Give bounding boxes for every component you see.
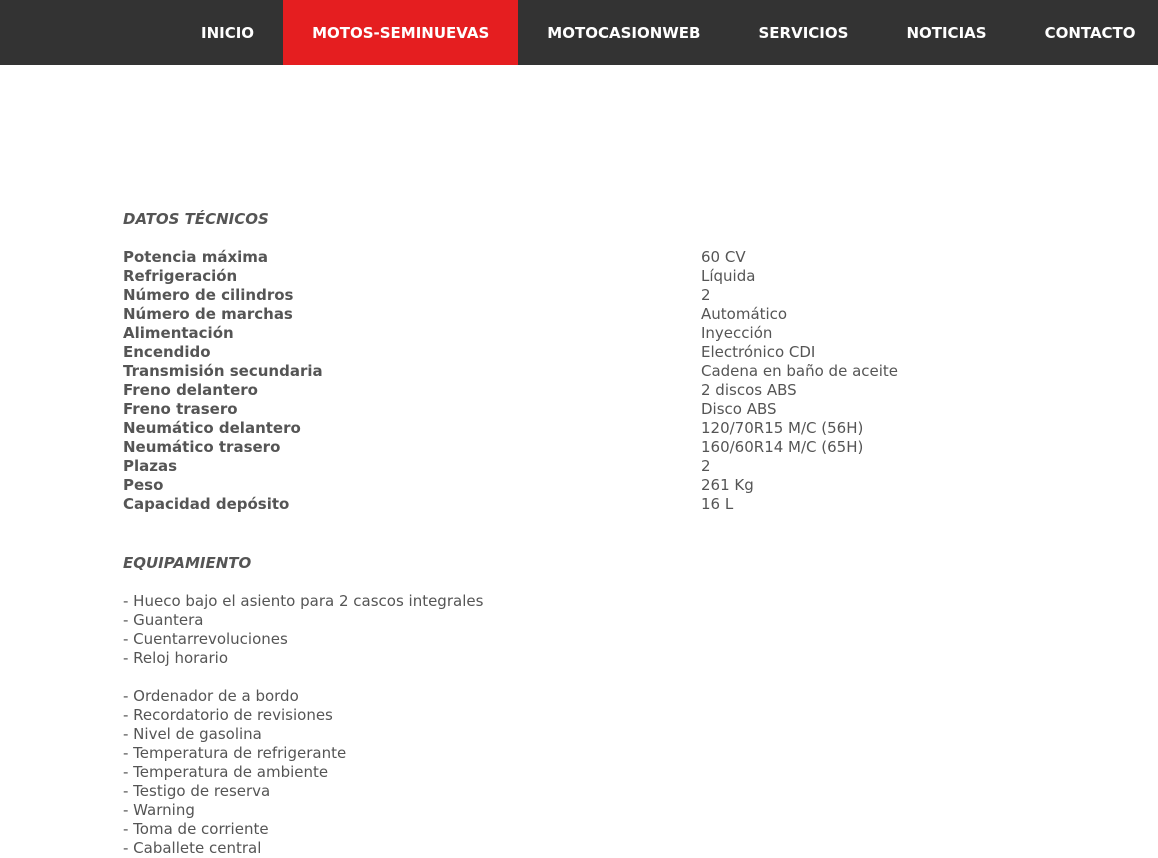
spec-value: 120/70R15 M/C (56H): [701, 419, 864, 437]
equipment-list: [123, 592, 1083, 858]
spec-value: Automático: [701, 305, 788, 323]
spec-value: Líquida: [701, 267, 756, 285]
spec-value: 2: [701, 457, 711, 475]
spec-row: [123, 248, 1083, 267]
spec-row: [123, 362, 1083, 381]
nav-item-motocasionweb[interactable]: MOTOCASIONWEB: [547, 23, 701, 42]
spec-row: [123, 381, 1083, 400]
spec-label: Refrigeración: [123, 267, 238, 285]
spec-label: Número de cilindros: [123, 286, 294, 304]
spec-value: 2 discos ABS: [701, 381, 797, 399]
list-item: - Warning: [123, 801, 195, 819]
spec-value: 160/60R14 M/C (65H): [701, 438, 864, 456]
list-item: - Recordatorio de revisiones: [123, 706, 333, 724]
spec-label: Capacidad depósito: [123, 495, 290, 513]
nav-item-servicios[interactable]: SERVICIOS: [758, 23, 849, 42]
spec-row: [123, 267, 1083, 286]
spec-value: Inyección: [701, 324, 773, 342]
spec-label: Neumático delantero: [123, 419, 301, 437]
specs-table: [123, 248, 1083, 514]
list-item: - Ordenador de a bordo: [123, 687, 299, 705]
spec-label: Freno delantero: [123, 381, 258, 399]
nav-item-motos-seminuevas[interactable]: MOTOS-SEMINUEVAS: [283, 0, 518, 65]
list-item: - Reloj horario: [123, 649, 228, 667]
list-item: - Caballete central: [123, 839, 262, 857]
nav-item-inicio[interactable]: INICIO: [201, 23, 255, 42]
equipment-title: EQUIPAMIENTO: [123, 554, 252, 572]
spec-value: 2: [701, 286, 711, 304]
spec-value: 261 Kg: [701, 476, 754, 494]
spec-label: Número de marchas: [123, 305, 293, 323]
spec-label: Transmisión secundaria: [123, 362, 323, 380]
list-item: - Nivel de gasolina: [123, 725, 262, 743]
list-item: - Toma de corriente: [123, 820, 269, 838]
spec-value: 16 L: [701, 495, 734, 513]
spec-label: Plazas: [123, 457, 178, 475]
spec-value: Electrónico CDI: [701, 343, 816, 361]
spec-row: [123, 305, 1083, 324]
spec-label: Freno trasero: [123, 400, 238, 418]
list-item: - Guantera: [123, 611, 204, 629]
spec-label: Peso: [123, 476, 164, 494]
list-item: - Testigo de reserva: [123, 782, 271, 800]
spacer: [123, 533, 1083, 552]
top-navbar: [0, 0, 1158, 65]
nav-item-noticias[interactable]: NOTICIAS: [906, 23, 987, 42]
spec-value: Cadena en baño de aceite: [701, 362, 899, 380]
spec-label: Neumático trasero: [123, 438, 281, 456]
spec-label: Encendido: [123, 343, 211, 361]
list-item: - Temperatura de refrigerante: [123, 744, 347, 762]
list-item: - Temperatura de ambiente: [123, 763, 329, 781]
spec-row: [123, 495, 1083, 514]
specs-title: DATOS TÉCNICOS: [123, 210, 269, 228]
spec-row: [123, 476, 1083, 495]
spec-value: Disco ABS: [701, 400, 777, 418]
spacer: [123, 668, 1083, 687]
spec-row: [123, 343, 1083, 362]
spec-label: Alimentación: [123, 324, 234, 342]
spec-row: [123, 324, 1083, 343]
nav-item-contacto[interactable]: CONTACTO: [1044, 23, 1136, 42]
spec-row: [123, 400, 1083, 419]
main-content: [123, 208, 1083, 858]
spec-row: [123, 419, 1083, 438]
spacer: [123, 514, 1083, 533]
spec-row: [123, 286, 1083, 305]
main-menu: [172, 0, 1158, 65]
list-item: - Cuentarrevoluciones: [123, 630, 288, 648]
spec-value: 60 CV: [701, 248, 746, 266]
spec-label: Potencia máxima: [123, 248, 269, 266]
spec-row: [123, 457, 1083, 476]
list-item: - Hueco bajo el asiento para 2 cascos integrales: [123, 592, 484, 610]
spec-row: [123, 438, 1083, 457]
